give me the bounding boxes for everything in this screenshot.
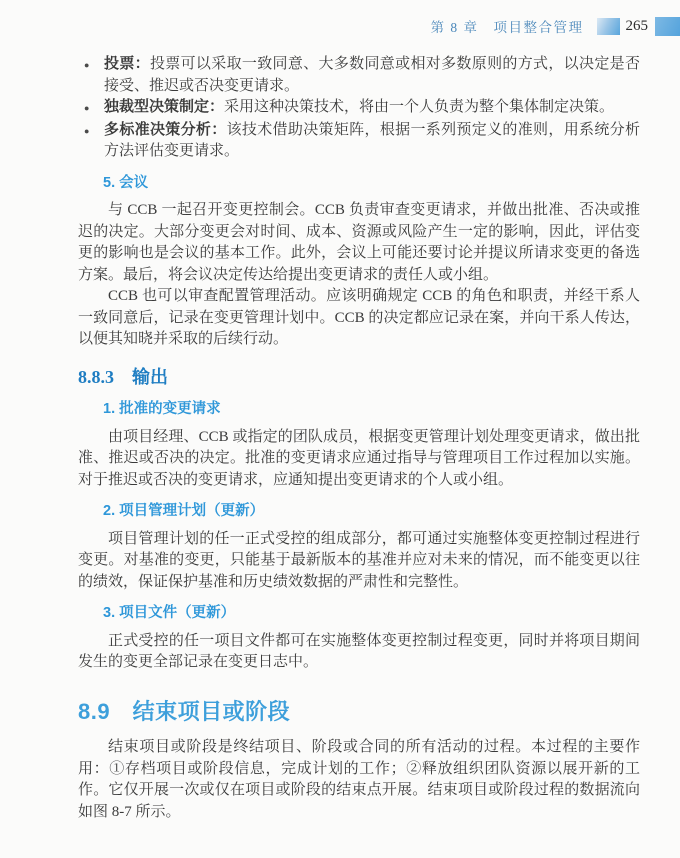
bullet-description: 该技术借助决策矩阵，根据一系列预定义的准则，用系统分析方法评估变更请求。 (104, 121, 640, 159)
paragraph-approved-change-requests: 由项目经理、CCB 或指定的团队成员，根据变更管理计划处理变更请求，做出批准、推迟或否决的决定。批准的变更请求应通过指导与管理项目工作过程加以实施。对于推迟或否决的变更请求，应通知提出变更请求的个人或小组。 (78, 428, 640, 488)
section-heading-883: 8.8.3 输出 (78, 366, 168, 387)
paragraph-meetings-2: CCB 也可以审查配置管理活动。应该明确规定 CCB 的角色和职责，并经干系人一致同意后，记录在变更管理计划中。CCB 的决定都应记录在案，并向干系人传达，以便其知晓并采取的后续行动。 (78, 288, 640, 347)
bullet-text (104, 120, 640, 163)
subheading-project-management-plan: 2. 项目管理计划（更新） (103, 503, 265, 519)
page-content (0, 37, 680, 823)
bullet-text (104, 54, 640, 97)
bullet-icon: ● (84, 60, 90, 70)
paragraph-project-documents: 正式受控的任一项目文件都可在实施整体变更控制过程变更，同时并将项目期间发生的变更全部记录在变更日志中。 (78, 632, 640, 670)
page-header (0, 0, 680, 37)
bullet-list (84, 54, 640, 163)
chapter-label: 第 8 章 项目整合管理 (430, 20, 584, 35)
subheading-approved-change-requests: 1. 批准的变更请求 (103, 401, 221, 417)
section-heading-89: 8.9 结束项目或阶段 (78, 698, 291, 724)
page-edge-marker-icon (655, 17, 680, 36)
list-item (84, 120, 640, 163)
subheading-meetings: 5. 会议 (103, 174, 149, 191)
paragraph-project-management-plan: 项目管理计划的任一正式受控的组成部分，都可通过实施整体变更控制过程进行变更。对基准的变更，只能基于最新版本的基准并应对未来的情况，而不能变更以往的绩效，保证保护基准和历史绩效数据的严肃性和完整性。 (78, 530, 640, 590)
paragraph-close-project: 结束项目或阶段是终结项目、阶段或合同的所有活动的过程。本过程的主要作用：①存档项目或阶段信息，完成计划的工作；②释放组织团队资源以展开新的工作。它仅开展一次或仅在项目或阶段的结束点开展。结束项目或阶段过程的数据流向如图 8-7 所示。 (78, 739, 640, 820)
bullet-description: 投票可以采取一致同意、大多数同意或相对多数原则的方式，以决定是否接受、推迟或否决变更请求。 (104, 56, 640, 94)
bullet-term: 投票： (104, 56, 150, 72)
bullet-text (104, 97, 640, 120)
list-item (84, 54, 640, 97)
subheading-project-documents: 3. 项目文件（更新） (103, 605, 236, 621)
paragraph-meetings-1: 与 CCB 一起召开变更控制会。CCB 负责审查变更请求，并做出批准、否决或推迟的决定。大部分变更会对时间、成本、资源或风险产生一定的影响，因此，评估变更的影响也是会议的基本工作。此外，会议上可能还要讨论并提议所请求变更的备选方案。最后，将会议决定传达给提出变更请求的责任人或小组。 (78, 202, 640, 283)
header-marker-icon (597, 18, 620, 35)
bullet-term: 独裁型决策制定： (104, 99, 225, 115)
bullet-description: 采用这种决策技术，将由一个人负责为整个集体制定决策。 (224, 99, 615, 115)
list-item (84, 97, 640, 120)
bullet-term: 多标准决策分析： (104, 121, 227, 138)
bullet-icon: ● (84, 125, 90, 136)
page-number: 265 (625, 17, 648, 34)
bullet-icon: ● (84, 103, 90, 113)
